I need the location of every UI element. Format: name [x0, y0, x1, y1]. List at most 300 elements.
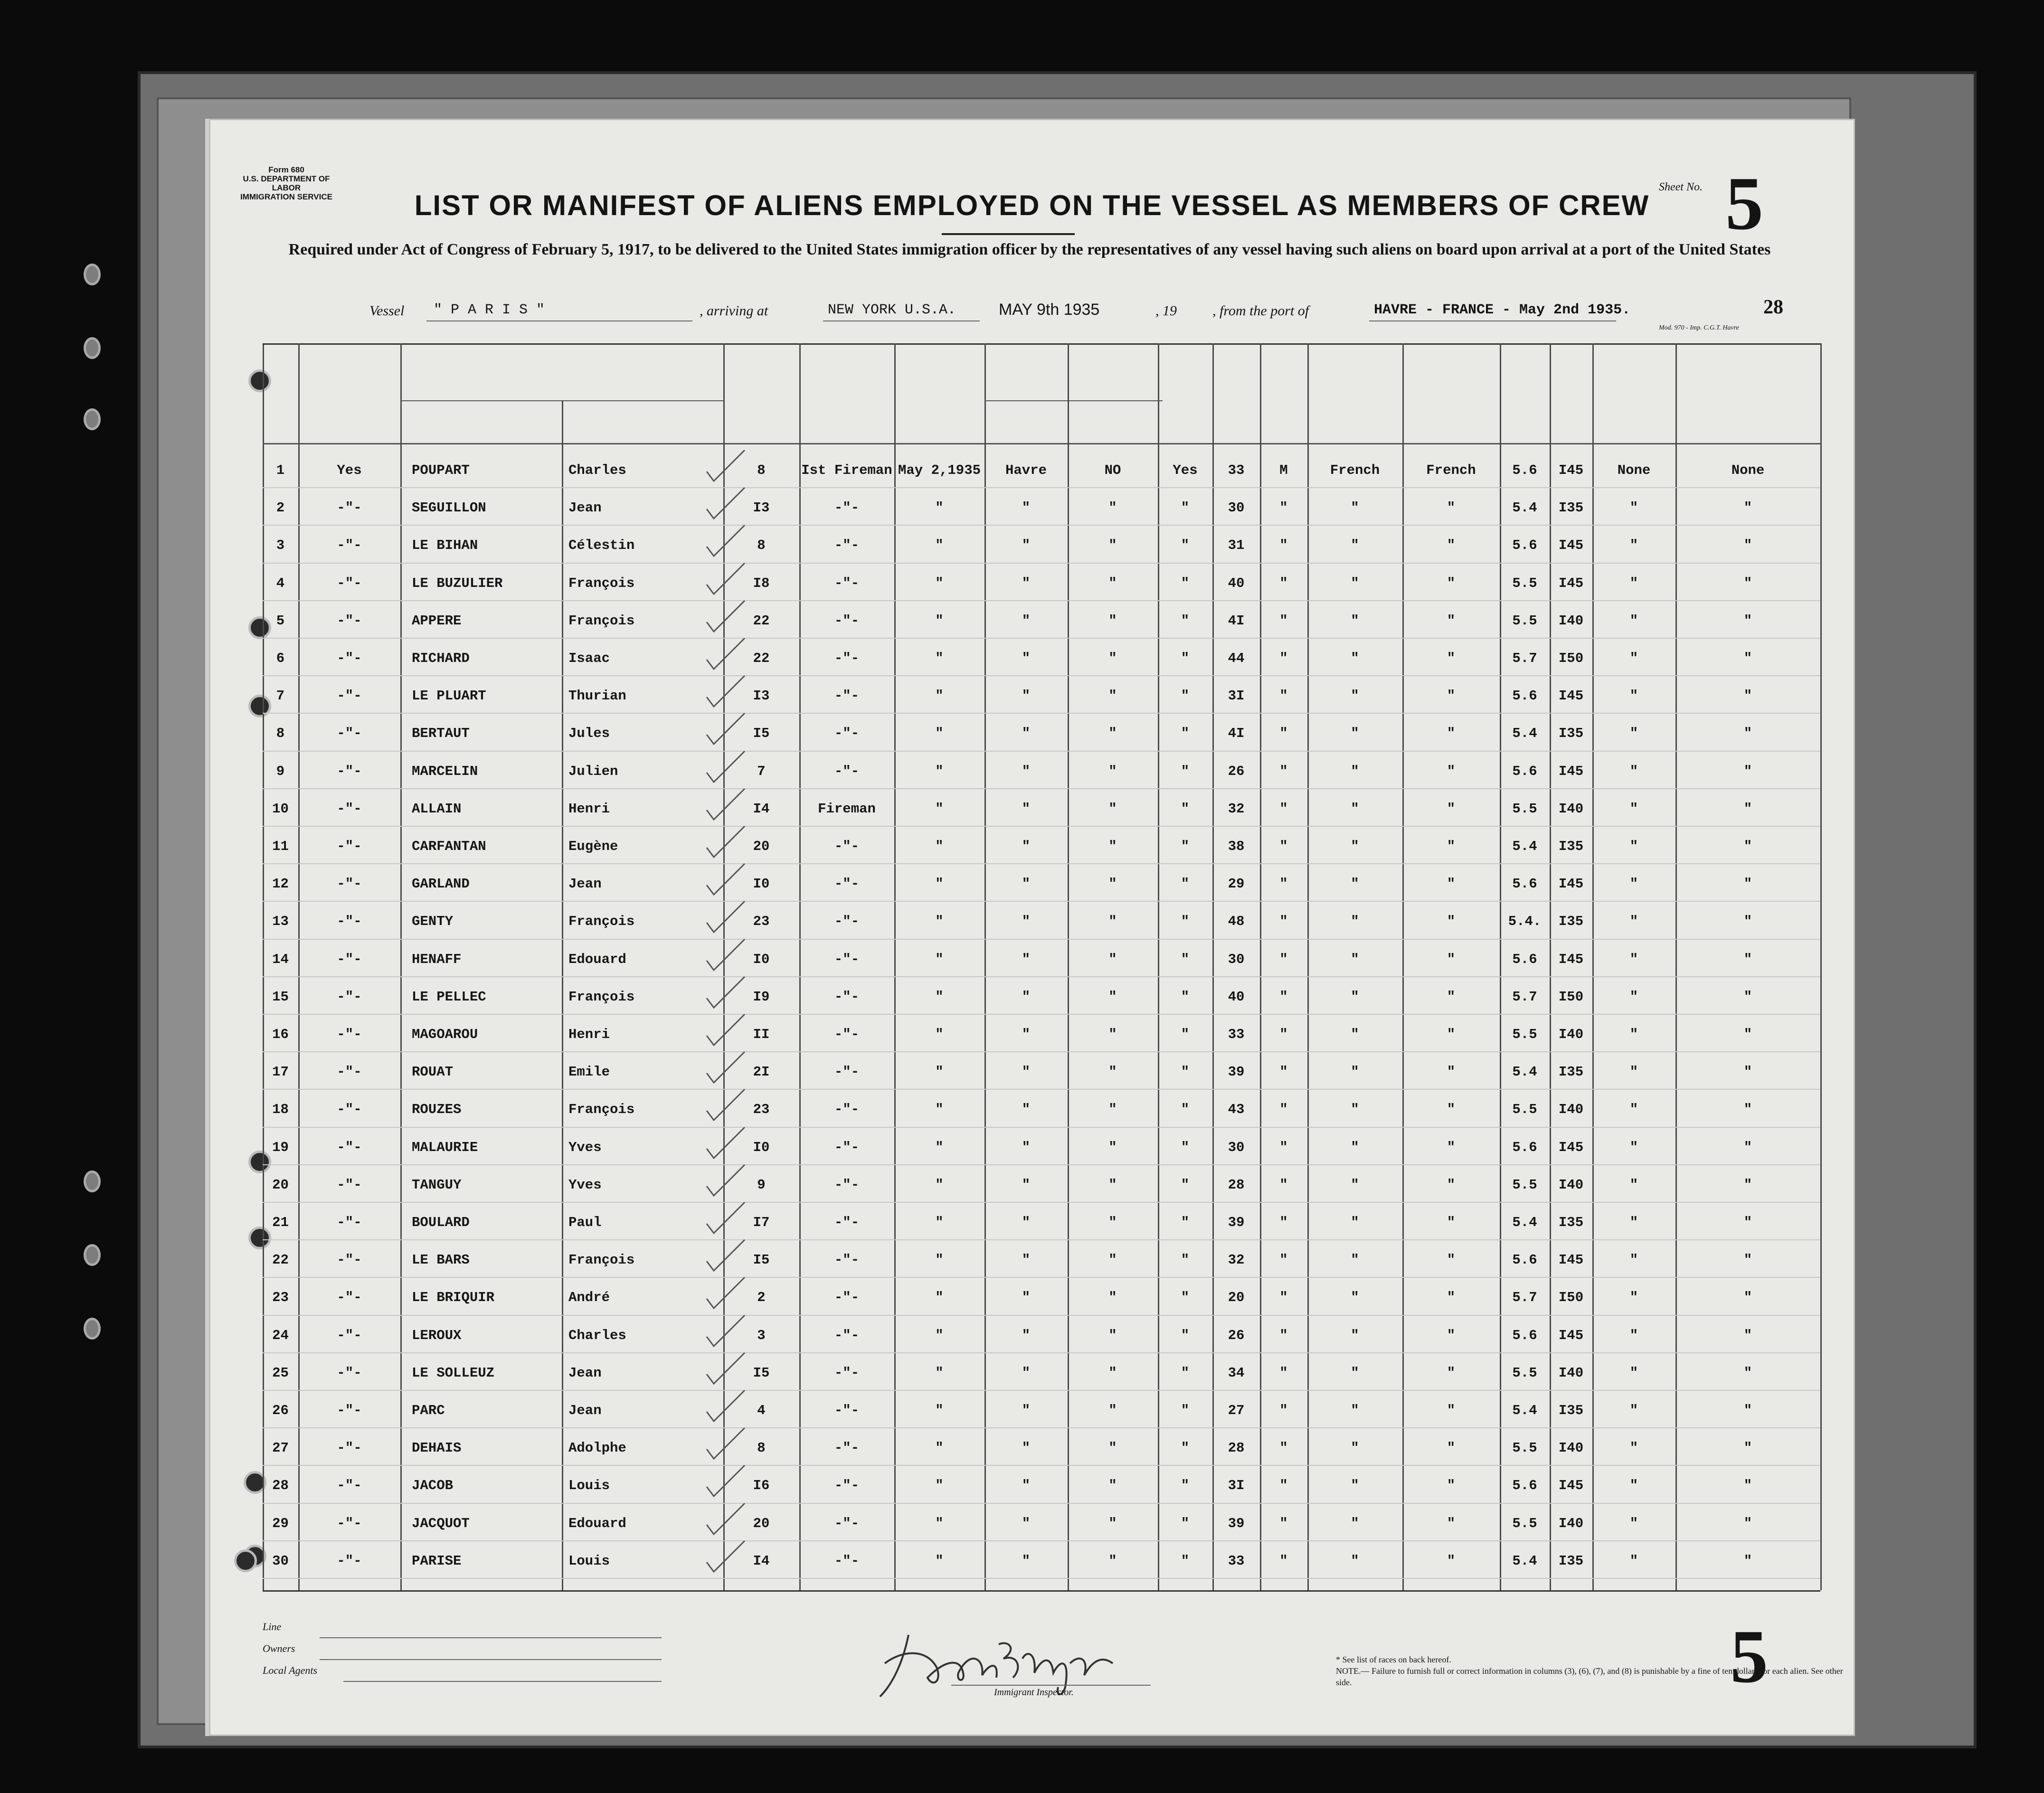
cell-member: -"- [337, 1327, 362, 1343]
table-row-rule [263, 563, 1820, 564]
cell-service: I5 [753, 1365, 770, 1381]
cell-height: 5.5 [1512, 1440, 1537, 1456]
cell-paid: " [1108, 688, 1117, 704]
cell-marks: " [1629, 575, 1638, 591]
cell-given: Charles [568, 462, 626, 478]
cell-given: Louis [568, 1553, 610, 1569]
cell-no: 11 [272, 839, 289, 854]
cell-given: Paul [568, 1215, 602, 1230]
cell-position: -"- [834, 1064, 860, 1080]
cell-where: " [1022, 575, 1031, 591]
cell-no: 19 [272, 1139, 289, 1155]
cell-where: " [1022, 1064, 1031, 1080]
binder-punch-hole [84, 1170, 101, 1192]
service-checkmark [704, 824, 747, 862]
cell-member: -"- [337, 575, 362, 591]
cell-marks: " [1629, 1064, 1638, 1080]
cell-marks: " [1629, 688, 1638, 704]
table-row-rule [263, 1465, 1820, 1466]
cell-height: 5.5 [1512, 1515, 1537, 1531]
cell-marks: " [1629, 951, 1638, 967]
cell-nat: French [1426, 462, 1476, 478]
cell-weight: I45 [1558, 575, 1584, 591]
cell-marks: " [1629, 1365, 1638, 1381]
cell-where: " [1022, 726, 1031, 742]
cell-when: " [935, 1515, 944, 1531]
service-checkmark [704, 786, 747, 824]
cell-nat: " [1447, 1478, 1456, 1494]
cell-member: -"- [337, 1403, 362, 1418]
cell-member: Yes [337, 462, 362, 478]
cell-member: -"- [337, 1102, 362, 1118]
cell-read: " [1181, 1553, 1190, 1569]
cell-service: I3 [753, 500, 770, 516]
cell-no: 23 [272, 1290, 289, 1306]
cell-family: LE PLUART [412, 688, 486, 704]
cell-height: 5.6 [1512, 1139, 1537, 1155]
cell-position: -"- [834, 688, 860, 704]
table-row-rule [263, 1503, 1820, 1504]
shipped-subheader-rule [984, 400, 1163, 401]
cell-nat: " [1447, 1064, 1456, 1080]
column-rule [400, 343, 402, 1590]
cell-age: 33 [1228, 462, 1245, 478]
cell-service: 2I [753, 1064, 770, 1080]
service-checkmark [704, 861, 747, 899]
cell-service: 8 [757, 538, 766, 554]
service-checkmark [704, 1313, 747, 1351]
cell-height: 5.4 [1512, 1215, 1537, 1230]
table-row-rule [263, 1014, 1820, 1015]
cell-position: -"- [834, 763, 860, 779]
cell-age: 43 [1228, 1102, 1245, 1118]
cell-nat: " [1447, 876, 1456, 892]
department-name: U.S. DEPARTMENT OF LABOR [243, 174, 330, 192]
table-row-rule [263, 1239, 1820, 1240]
form-number: Form 680 [268, 165, 304, 174]
cell-member: -"- [337, 801, 362, 817]
cell-weight: I40 [1558, 613, 1584, 629]
table-row-rule [263, 1089, 1820, 1090]
cell-given: Henri [568, 1027, 610, 1042]
cell-sex: " [1279, 575, 1288, 591]
cell-family: ROUZES [412, 1102, 462, 1118]
cell-read: " [1181, 688, 1190, 704]
cell-race: " [1351, 575, 1359, 591]
cell-height: 5.7 [1512, 1290, 1537, 1306]
cell-age: 29 [1228, 876, 1245, 892]
cell-given: Edouard [568, 951, 626, 967]
cell-family: MAGOAROU [412, 1027, 478, 1042]
cell-sex: " [1279, 613, 1288, 629]
arrival-date: MAY 9th 1935 [999, 301, 1100, 319]
cell-position: -"- [834, 1027, 860, 1042]
table-row-rule [263, 638, 1820, 639]
cell-age: 39 [1228, 1215, 1245, 1230]
cell-read: " [1181, 876, 1190, 892]
cell-read: " [1181, 1177, 1190, 1193]
cell-no: 14 [272, 951, 289, 967]
cell-height: 5.5 [1512, 613, 1537, 629]
cell-no: 20 [272, 1177, 289, 1193]
cell-given: Jean [568, 1403, 602, 1418]
cell-sex: " [1279, 1290, 1288, 1306]
cell-service: 20 [753, 839, 770, 854]
cell-height: 5.4 [1512, 726, 1537, 742]
binder-punch-hole [84, 264, 101, 285]
cell-service: 4 [757, 1403, 766, 1418]
cell-age: 44 [1228, 651, 1245, 666]
cell-family: APPERE [412, 613, 462, 629]
cell-weight: I35 [1558, 1403, 1584, 1418]
cell-weight: I50 [1558, 651, 1584, 666]
cell-member: -"- [337, 1365, 362, 1381]
cell-read: " [1181, 1403, 1190, 1418]
table-row-rule [263, 1127, 1820, 1128]
cell-family: BERTAUT [412, 726, 470, 742]
cell-race: " [1351, 1478, 1359, 1494]
cell-race: " [1351, 1139, 1359, 1155]
cell-age: 39 [1228, 1515, 1245, 1531]
cell-when: " [935, 914, 944, 930]
table-row-rule [263, 1051, 1820, 1052]
cell-member: -"- [337, 951, 362, 967]
cell-height: 5.6 [1512, 462, 1537, 478]
cell-when: " [935, 1215, 944, 1230]
cell-family: PARISE [412, 1553, 462, 1569]
cell-race: French [1330, 462, 1380, 478]
cell-remarks: " [1743, 951, 1752, 967]
cell-where: " [1022, 989, 1031, 1005]
cell-read: " [1181, 763, 1190, 779]
binder-punch-hole [84, 337, 101, 359]
cell-paid: " [1108, 1064, 1117, 1080]
cell-paid: " [1108, 1252, 1117, 1268]
cell-weight: I45 [1558, 462, 1584, 478]
service-checkmark [704, 636, 747, 674]
cell-given: Jean [568, 876, 602, 892]
cell-service: I5 [753, 726, 770, 742]
service-checkmark [704, 1162, 747, 1200]
cell-height: 5.4 [1512, 839, 1537, 854]
cell-where: " [1022, 763, 1031, 779]
cell-height: 5.5 [1512, 1102, 1537, 1118]
cell-family: HENAFF [412, 951, 462, 967]
cell-race: " [1351, 500, 1359, 516]
cell-read: " [1181, 1102, 1190, 1118]
cell-weight: I40 [1558, 1177, 1584, 1193]
cell-when: " [935, 651, 944, 666]
cell-when: " [935, 1403, 944, 1418]
table-row-rule [263, 487, 1820, 488]
cell-where: " [1022, 1290, 1031, 1306]
cell-position: -"- [834, 1440, 860, 1456]
cell-family: LE BUZULIER [412, 575, 503, 591]
service-checkmark [704, 1425, 747, 1463]
cell-no: 16 [272, 1027, 289, 1042]
cell-remarks: " [1743, 914, 1752, 930]
cell-where: " [1022, 914, 1031, 930]
table-row-rule [263, 675, 1820, 676]
cell-position: -"- [834, 1139, 860, 1155]
cell-when: " [935, 575, 944, 591]
cell-height: 5.6 [1512, 538, 1537, 554]
cell-paid: " [1108, 914, 1117, 930]
cell-weight: I40 [1558, 1102, 1584, 1118]
cell-read: " [1181, 1290, 1190, 1306]
cell-sex: " [1279, 1327, 1288, 1343]
cell-member: -"- [337, 1064, 362, 1080]
binder-punch-hole [84, 1244, 101, 1266]
cell-paid: NO [1104, 462, 1121, 478]
page-title: LIST OR MANIFEST OF ALIENS EMPLOYED ON THE VESSEL AS MEMBERS OF CREW [414, 189, 1650, 221]
print-note: Mod. 970 - Imp. C.G.T. Havre [1659, 324, 1739, 331]
service-checkmark [704, 749, 747, 787]
local-agents-label: Local Agents [263, 1664, 318, 1676]
cell-paid: " [1108, 1290, 1117, 1306]
table-row-rule [263, 751, 1820, 752]
cell-weight: I40 [1558, 1515, 1584, 1531]
cell-weight: I45 [1558, 688, 1584, 704]
cell-race: " [1351, 801, 1359, 817]
service-checkmark [704, 1538, 747, 1576]
cell-marks: " [1629, 763, 1638, 779]
sheet-number: 5 [1725, 161, 1763, 245]
cell-no: 28 [272, 1478, 289, 1494]
cell-position: -"- [834, 951, 860, 967]
cell-weight: I35 [1558, 726, 1584, 742]
cell-weight: I40 [1558, 1365, 1584, 1381]
cell-marks: " [1629, 1403, 1638, 1418]
cell-nat: " [1447, 763, 1456, 779]
cell-marks: " [1629, 1440, 1638, 1456]
cell-nat: " [1447, 1177, 1456, 1193]
cell-height: 5.6 [1512, 1252, 1537, 1268]
arriving-label: , arriving at [700, 303, 768, 319]
cell-paid: " [1108, 1478, 1117, 1494]
cell-nat: " [1447, 688, 1456, 704]
cell-member: -"- [337, 1478, 362, 1494]
cell-position: -"- [834, 839, 860, 854]
cell-nat: " [1447, 1102, 1456, 1118]
cell-family: PARC [412, 1403, 445, 1418]
cell-height: 5.5 [1512, 575, 1537, 591]
cell-family: ALLAIN [412, 801, 462, 817]
cell-age: 3I [1228, 688, 1245, 704]
cell-where: " [1022, 839, 1031, 854]
service-checkmark [704, 1463, 747, 1501]
page-subtitle: Required under Act of Congress of February 5, 1917, to be delivered to the United States immigration officer by the representatives of any vessel having such aliens on board upon arrival at a port of the United States [288, 241, 1771, 258]
cell-marks: " [1629, 914, 1638, 930]
cell-age: 34 [1228, 1365, 1245, 1381]
cell-when: " [935, 1365, 944, 1381]
cell-family: LE PELLEC [412, 989, 486, 1005]
cell-remarks: " [1743, 1440, 1752, 1456]
cell-given: François [568, 1102, 635, 1118]
service-name: IMMIGRATION SERVICE [240, 192, 332, 201]
cell-height: 5.6 [1512, 763, 1537, 779]
cell-nat: " [1447, 1403, 1456, 1418]
cell-nat: " [1447, 1027, 1456, 1042]
line-label: Line [263, 1621, 282, 1633]
cell-member: -"- [337, 763, 362, 779]
cell-paid: " [1108, 1215, 1117, 1230]
binder-punch-hole [84, 1318, 101, 1340]
table-header-rule [263, 443, 1820, 444]
cell-when: " [935, 726, 944, 742]
cell-member: -"- [337, 1515, 362, 1531]
cell-weight: I35 [1558, 1064, 1584, 1080]
cell-remarks: " [1743, 1553, 1752, 1569]
cell-where: " [1022, 1553, 1031, 1569]
cell-race: " [1351, 1252, 1359, 1268]
cell-paid: " [1108, 500, 1117, 516]
cell-race: " [1351, 651, 1359, 666]
cell-no: 13 [272, 914, 289, 930]
cell-where: " [1022, 651, 1031, 666]
cell-service: I4 [753, 801, 770, 817]
cell-when: " [935, 876, 944, 892]
cell-height: 5.5 [1512, 1365, 1537, 1381]
penalty-note: NOTE.— Failure to furnish full or correct information in columns (3), (6), (7), and (8) is punishable by a fine of ten dollars for each alien. See other side. [1336, 1666, 1843, 1687]
cell-family: DEHAIS [412, 1440, 462, 1456]
cell-family: RICHARD [412, 651, 470, 666]
cell-paid: " [1108, 1440, 1117, 1456]
cell-race: " [1351, 914, 1359, 930]
column-rule [1820, 343, 1822, 1590]
vessel-label: Vessel [369, 303, 405, 319]
cell-marks: " [1629, 1252, 1638, 1268]
sheet-label: Sheet No. [1659, 181, 1703, 193]
service-checkmark [704, 1012, 747, 1050]
cell-when: " [935, 1177, 944, 1193]
cell-family: MARCELIN [412, 763, 478, 779]
cell-position: -"- [834, 1553, 860, 1569]
cell-paid: " [1108, 613, 1117, 629]
cell-sex: " [1279, 1252, 1288, 1268]
cell-service: I4 [753, 1553, 770, 1569]
cell-where: " [1022, 1515, 1031, 1531]
cell-age: 28 [1228, 1440, 1245, 1456]
table-row-rule [263, 525, 1820, 526]
cell-age: 40 [1228, 575, 1245, 591]
cell-height: 5.4. [1508, 914, 1542, 930]
cell-nat: " [1447, 1252, 1456, 1268]
cell-given: Célestin [568, 538, 635, 554]
cell-read: " [1181, 613, 1190, 629]
cell-race: " [1351, 876, 1359, 892]
year-label: , 19 [1155, 303, 1177, 319]
cell-remarks: " [1743, 763, 1752, 779]
cell-weight: I40 [1558, 801, 1584, 817]
cell-read: " [1181, 1440, 1190, 1456]
cell-service: 20 [753, 1515, 770, 1531]
cell-weight: I40 [1558, 1027, 1584, 1042]
cell-age: 33 [1228, 1027, 1245, 1042]
cell-race: " [1351, 688, 1359, 704]
cell-marks: " [1629, 1215, 1638, 1230]
cell-read: " [1181, 1252, 1190, 1268]
cell-when: " [935, 538, 944, 554]
cell-marks: " [1629, 801, 1638, 817]
cell-when: " [935, 1252, 944, 1268]
table-row-rule [263, 1277, 1820, 1278]
cell-given: François [568, 575, 635, 591]
cell-family: JACQUOT [412, 1515, 470, 1531]
cell-weight: I35 [1558, 839, 1584, 854]
service-checkmark [704, 1388, 747, 1426]
cell-remarks: " [1743, 989, 1752, 1005]
cell-read: " [1181, 538, 1190, 554]
cell-remarks: " [1743, 876, 1752, 892]
service-checkmark [704, 1275, 747, 1313]
cell-family: LE BRIQUIR [412, 1290, 495, 1306]
cell-where: " [1022, 1403, 1031, 1418]
cell-sex: " [1279, 1215, 1288, 1230]
cell-nat: " [1447, 801, 1456, 817]
cell-given: Louis [568, 1478, 610, 1494]
cell-sex: " [1279, 839, 1288, 854]
cell-height: 5.6 [1512, 876, 1537, 892]
cell-service: 22 [753, 651, 770, 666]
cell-paid: " [1108, 1403, 1117, 1418]
cell-family: BOULARD [412, 1215, 470, 1230]
cell-when: May 2,1935 [898, 462, 981, 478]
cell-remarks: " [1743, 1139, 1752, 1155]
cell-no: 1 [276, 462, 285, 478]
cell-family: LE BARS [412, 1252, 470, 1268]
cell-paid: " [1108, 1327, 1117, 1343]
cell-nat: " [1447, 951, 1456, 967]
cell-service: 2 [757, 1290, 766, 1306]
cell-marks: " [1629, 1102, 1638, 1118]
cell-where: " [1022, 1327, 1031, 1343]
cell-race: " [1351, 1515, 1359, 1531]
cell-when: " [935, 1290, 944, 1306]
cell-no: 4 [276, 575, 285, 591]
table-border-top [263, 343, 1820, 345]
cell-weight: I45 [1558, 1327, 1584, 1343]
cell-weight: I35 [1558, 1215, 1584, 1230]
cell-height: 5.6 [1512, 688, 1537, 704]
cell-no: 6 [276, 651, 285, 666]
cell-nat: " [1447, 1139, 1456, 1155]
cell-paid: " [1108, 1177, 1117, 1193]
cell-marks: " [1629, 1478, 1638, 1494]
cell-paid: " [1108, 575, 1117, 591]
cell-no: 22 [272, 1252, 289, 1268]
cell-weight: I45 [1558, 763, 1584, 779]
cell-age: 20 [1228, 1290, 1245, 1306]
cell-member: -"- [337, 989, 362, 1005]
cell-height: 5.5 [1512, 1177, 1537, 1193]
cell-weight: I35 [1558, 914, 1584, 930]
cell-race: " [1351, 1290, 1359, 1306]
cell-read: " [1181, 500, 1190, 516]
cell-marks: " [1629, 1553, 1638, 1569]
cell-marks: " [1629, 1177, 1638, 1193]
cell-no: 8 [276, 726, 285, 742]
cell-paid: " [1108, 538, 1117, 554]
cell-read: " [1181, 914, 1190, 930]
cell-position: -"- [834, 613, 860, 629]
cell-no: 17 [272, 1064, 289, 1080]
cell-where: " [1022, 613, 1031, 629]
cell-where: " [1022, 1252, 1031, 1268]
service-checkmark [704, 1087, 747, 1125]
service-checkmark [704, 485, 747, 523]
cell-paid: " [1108, 1027, 1117, 1042]
